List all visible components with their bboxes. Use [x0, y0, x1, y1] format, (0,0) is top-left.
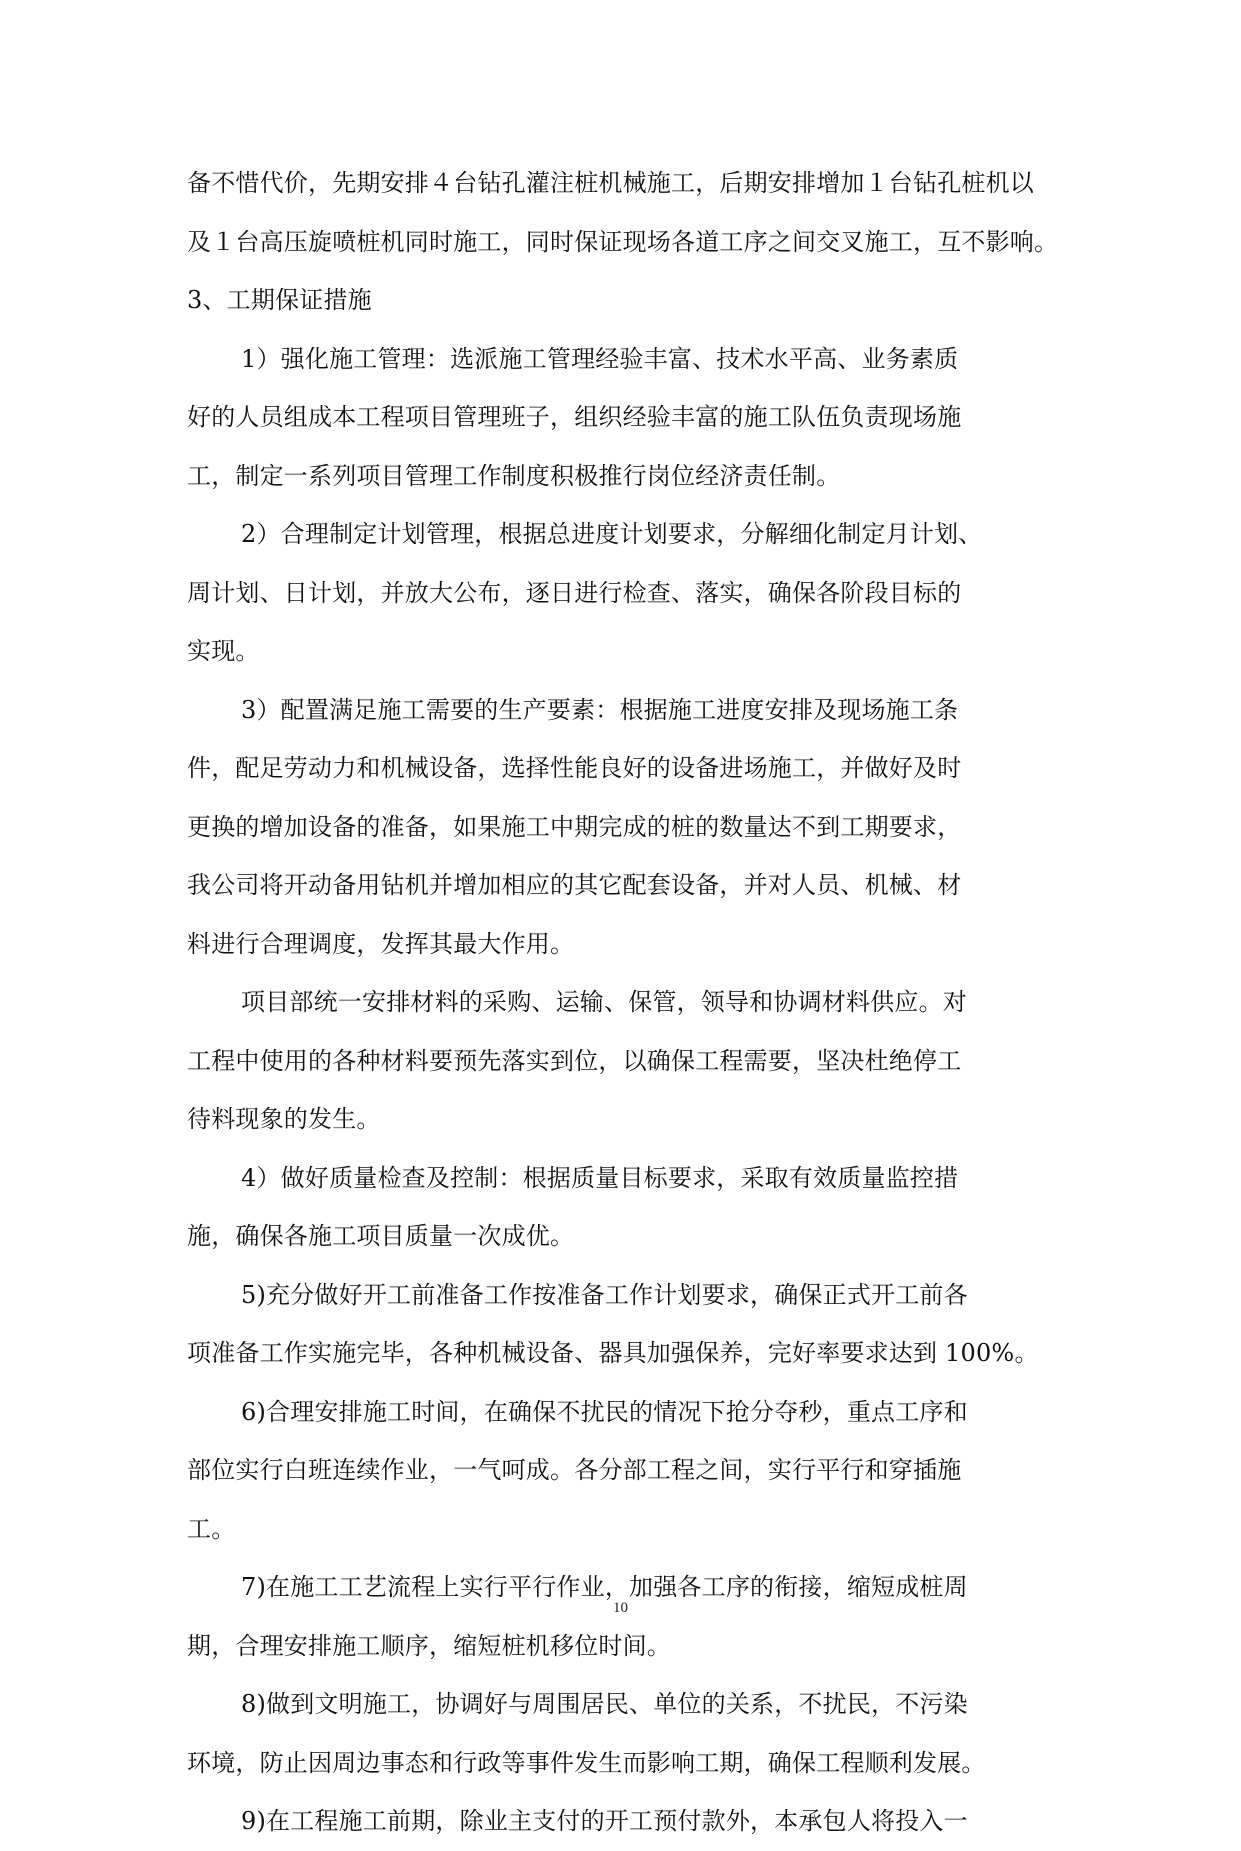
text-line: 4）做好质量检查及控制：根据质量目标要求，采取有效质量监控措 [241, 1163, 959, 1192]
text-line: 9)在工程施工前期，除业主支付的开工预付款外，本承包人将投入一 [241, 1807, 968, 1835]
text-line: 部位实行白班连续作业，一气呵成。各分部工程之间，实行平行和穿插施 [187, 1456, 962, 1484]
text-line: 环境，防止因周边事态和行政等事件发生而影响工期，确保工程顺利发展。 [187, 1748, 986, 1777]
text-line: 项准备工作实施完毕，各种机械设备、器具加强保养，完好率要求达到 100%。 [187, 1339, 1039, 1367]
text-line: 6)合理安排施工时间，在确保不扰民的情况下抢分夺秒，重点工序和 [241, 1397, 968, 1426]
text-line: 项目部统一安排材料的采购、运输、保管，领导和协调材料供应。对 [241, 988, 967, 1016]
text-line: 施，确保各施工项目质量一次成优。 [187, 1222, 575, 1250]
text-line: 件，配足劳动力和机械设备，选择性能良好的设备进场施工，并做好及时 [187, 754, 962, 782]
text-line: 料进行合理调度，发挥其最大作用。 [187, 929, 575, 958]
text-line: 工，制定一系列项目管理工作制度积极推行岗位经济责任制。 [187, 461, 841, 490]
text-line: 工程中使用的各种材料要预先落实到位，以确保工程需要，坚决杜绝停工 [187, 1046, 962, 1075]
text-line: 及１台高压旋喷桩机同时施工，同时保证现场各道工序之间交叉施工，互不影响。 [187, 227, 1059, 256]
text-line: 实现。 [187, 637, 260, 665]
text-line: 5)充分做好开工前准备工作按准备工作计划要求，确保正式开工前各 [241, 1280, 968, 1309]
text-line: 好的人员组成本工程项目管理班子，组织经验丰富的施工队伍负责现场施 [187, 403, 962, 431]
text-line: 3）配置满足施工需要的生产要素：根据施工进度安排及现场施工条 [241, 695, 959, 724]
text-line: 3、工期保证措施 [187, 286, 372, 314]
text-line: 周计划、日计划，并放大公布，逐日进行检查、落实，确保各阶段目标的 [187, 578, 962, 607]
text-line: 备不惜代价，先期安排４台钻孔灌注桩机械施工，后期安排增加１台钻孔桩机以 [187, 169, 1034, 197]
text-line: 工。 [187, 1514, 236, 1543]
page-number: 10 [613, 1600, 628, 1616]
text-line: 8)做到文明施工，协调好与周围居民、单位的关系，不扰民，不污染 [241, 1690, 968, 1718]
text-line: 期，合理安排施工顺序，缩短桩机移位时间。 [187, 1631, 671, 1660]
text-line: 我公司将开动备用钻机并增加相应的其它配套设备，并对人员、机械、材 [187, 871, 962, 899]
text-line: 1）强化施工管理：选派施工管理经验丰富、技术水平高、业务素质 [241, 344, 959, 373]
text-line: 7)在施工工艺流程上实行平行作业，加强各工序的衔接，缩短成桩周 [241, 1573, 968, 1601]
body-text [187, 154, 1057, 1851]
text-line: 更换的增加设备的准备，如果施工中期完成的桩的数量达不到工期要求， [187, 812, 962, 841]
text-line: 2）合理制定计划管理，根据总进度计划要求，分解细化制定月计划、 [241, 520, 983, 548]
text-line: 待料现象的发生。 [187, 1105, 381, 1133]
